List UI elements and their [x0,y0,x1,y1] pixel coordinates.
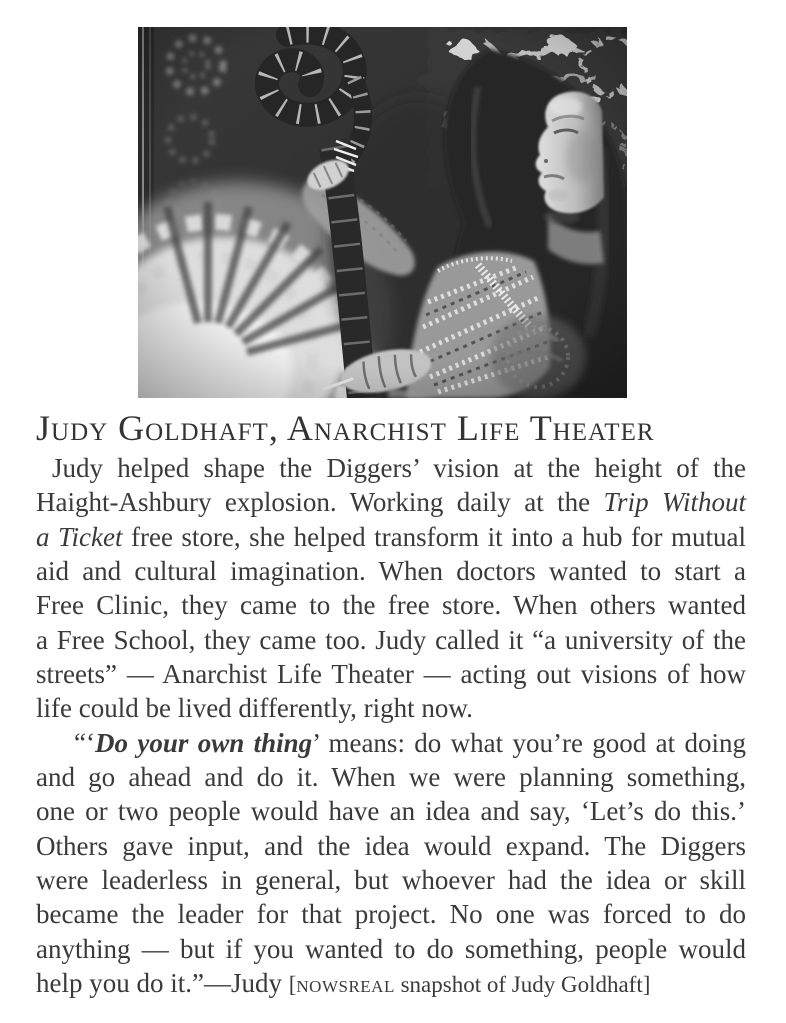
text-segment: Free Clinic, they came to the free store. When others wanted [36,590,746,621]
text-segment: “‘ [74,727,95,758]
text-segment: Do your own thing [94,727,313,758]
section-heading: Judy Goldhaft, Anarchist Life Theater [36,408,655,448]
text-segment: Judy helped shape the Diggers’ vision at the height of the [52,453,746,483]
text-line [36,794,746,828]
text-line [36,966,746,1004]
text-segment: ’ means: do what you’re good at doing [312,727,746,758]
text-segment: anything — but if you wanted to do something, people would [36,933,746,964]
text-line [36,520,746,554]
text-segment: were leaderless in general, but whoever had the idea or skill [36,865,746,896]
text-line [36,863,746,897]
text-segment: free store, she helped transform it into a hub for mutual [122,521,746,552]
text-line [36,623,746,657]
photo-illustration [138,27,627,398]
text-line [36,897,746,931]
text-line [36,760,746,794]
text-segment: a Free School, they came too. Judy called it “a university of the [36,624,746,655]
text-segment: one or two people would have an idea and say, ‘Let’s do this.’ [36,796,746,827]
text-segment: and go ahead and do it. When we were planning something, [36,762,746,793]
text-segment: Haight-Ashbury explosion. Working daily at the [36,487,604,518]
text-segment: life could be lived differently, right now. [36,693,473,724]
text-line [36,451,746,485]
text-segment: streets” — Anarchist Life Theater — acting out visions of how [36,659,746,690]
text-segment: Others gave input, and the idea would expand. The Diggers [36,830,746,861]
text-segment: NOWSREAL [296,977,395,997]
text-line [36,657,746,691]
text-segment: became the leader for that project. No one was forced to do [36,899,746,930]
text-line [36,932,746,966]
text-segment: snapshot of Judy Goldhaft] [394,972,651,998]
text-line [36,485,746,519]
text-line [36,691,746,725]
text-line [36,726,746,760]
body-text [36,451,746,1005]
text-line [36,588,746,622]
text-line [36,829,746,863]
text-segment: a Ticket [36,521,123,552]
text-segment: help you do it.”—Judy [36,968,289,999]
photo-judy-goldhaft [138,27,627,398]
text-segment: Trip Without [603,487,746,518]
text-segment: [ [288,972,297,998]
text-line [36,554,746,588]
text-segment: aid and cultural imagination. When doctors wanted to start a [36,556,746,587]
